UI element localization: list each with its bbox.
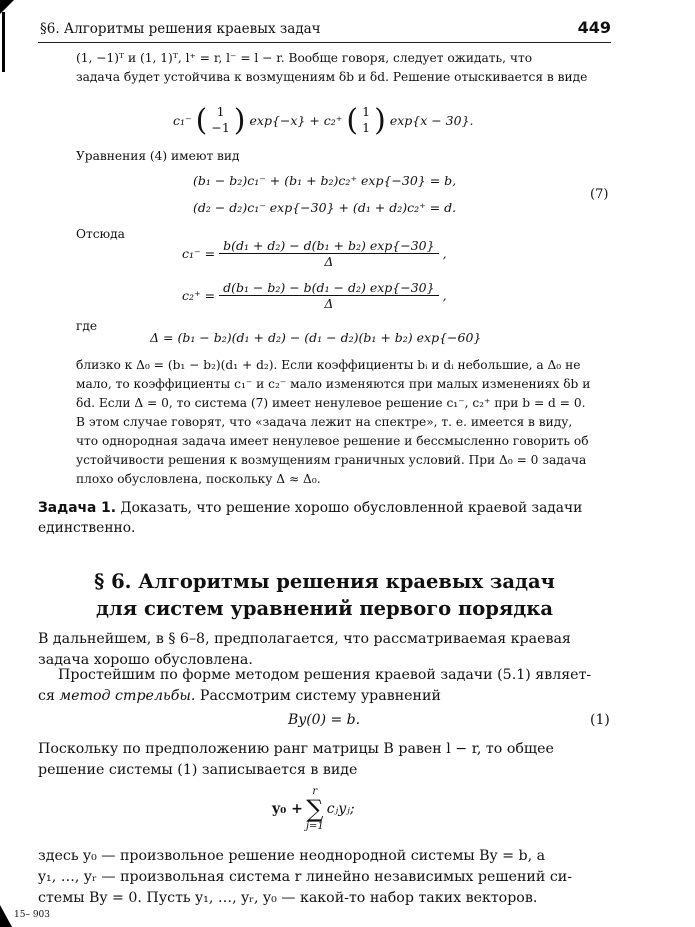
method-term: метод стрельбы.	[59, 688, 196, 704]
signature-mark: 15– 903	[14, 910, 50, 920]
vector-2-bottom: 1	[362, 120, 371, 135]
intro-line-1: (1, −1)ᵀ и (1, 1)ᵀ, l⁺ = r, l⁻ = l − r. Вообще говоря, следует ожидать, что	[76, 51, 533, 65]
c2-comma: ,	[442, 288, 447, 303]
delta-equation: Δ = (b₁ − b₂)(d₁ + d₂) − (d₁ − d₂)(b₁ + b₂) exp{−60}	[150, 330, 482, 345]
c1-lhs: c₁⁻ =	[182, 246, 216, 261]
solution-end: exp{x − 30}.	[389, 112, 474, 128]
p2-suffix: Рассмотрим систему уравнений	[195, 688, 441, 704]
task-label: Задача 1.	[38, 500, 116, 516]
para-line-6: устойчивости решения к возмущениям граничных условий. При Δ₀ = 0 задача	[76, 453, 587, 467]
vector-2	[362, 104, 370, 136]
c2-fraction	[219, 280, 439, 311]
sum-rhs: cⱼyⱼ;	[326, 801, 355, 817]
c1-numerator: b(d₁ + d₂) − d(b₁ + b₂) exp{−30}	[219, 238, 439, 254]
sigma-symbol: ∑	[306, 795, 324, 823]
body-p4-line-1: здесь y₀ — произвольное решение неоднородной системы By = b, а	[38, 848, 546, 864]
vector-1-bottom: −1	[211, 120, 230, 135]
binding-edge	[2, 12, 5, 72]
intro-line-2: задача будет устойчива к возмущениям δb и δd. Решение отыскивается в виде	[76, 70, 588, 84]
para-line-5: что однородная задача имеет ненулевое решение и бессмысленно говорить об	[76, 434, 589, 448]
para-line-1: близко к Δ₀ = (b₁ − b₂)(d₁ + d₂). Если коэффициенты bᵢ и dᵢ небольшие, а Δ₀ не	[76, 358, 581, 372]
para-line-2: мало, то коэффициенты c₁⁻ и c₂⁻ мало изменяются при малых изменениях δb и	[76, 377, 591, 391]
para-line-7: плохо обусловлена, поскольку Δ ≈ Δ₀.	[76, 472, 321, 486]
bottom-corner-mark	[0, 905, 12, 927]
sum-upper-limit: r	[312, 786, 318, 797]
task-1	[38, 498, 611, 518]
task-1-cont: единственно.	[38, 520, 136, 536]
general-solution-sum	[272, 785, 355, 833]
body-p3-line-2: решение системы (1) записывается в виде	[38, 762, 358, 778]
c2-numerator: d(b₁ − b₂) − b(d₁ − d₂) exp{−30}	[219, 280, 439, 296]
body-p1-line-1: В дальнейшем, в § 6–8, предполагается, что рассматриваемая краевая	[38, 631, 571, 647]
c1-denominator: Δ	[324, 254, 334, 269]
equation-number-1: (1)	[590, 712, 610, 728]
para-line-4: В этом случае говорят, что «задача лежит на спектре», т. е. имеется в виду,	[76, 415, 573, 429]
section-title	[38, 568, 611, 622]
task-text-1: Доказать, что решение хорошо обусловленной краевой задачи	[116, 500, 583, 516]
equation-number-7: (7)	[590, 187, 609, 202]
hence-label: Отсюда	[76, 227, 125, 241]
body-p3-line-1: Поскольку по предположению ранг матрицы B равен l − r, то общее	[38, 741, 554, 757]
eq4-intro: Уравнения (4) имеют вид	[76, 149, 240, 163]
paren-right: )	[233, 102, 246, 138]
c2-formula	[182, 280, 447, 311]
sum-lhs: y₀ +	[272, 801, 303, 817]
body-p2-line-2	[38, 686, 611, 707]
eq7-line-2: (d₂ − d₂)c₁⁻ exp{−30} + (d₁ + d₂)c₂⁺ = d.	[193, 200, 457, 215]
c2-lhs: c₂⁺ =	[182, 288, 216, 303]
solution-form	[173, 100, 474, 140]
where-label: где	[76, 319, 98, 333]
running-header	[38, 18, 611, 43]
vector-1	[211, 104, 229, 136]
paren-left: (	[195, 102, 208, 138]
solution-c1: c₁⁻	[173, 112, 192, 128]
section-title-line-1: § 6. Алгоритмы решения краевых задач	[94, 570, 555, 593]
vector-2-top: 1	[362, 104, 371, 119]
body-p1-line-2: задача хорошо обусловлена.	[38, 652, 253, 668]
body-p2-line-1: Простейшим по форме методом решения краевой задачи (5.1) являет-	[58, 667, 592, 683]
solution-middle: exp{−x} + c₂⁺	[249, 112, 343, 128]
section-title-line-2: для систем уравнений первого порядка	[96, 597, 553, 620]
c1-fraction	[219, 238, 439, 269]
body-p4-line-3: стемы By = 0. Пусть y₁, …, yᵣ, y₀ — какой-то набор таких векторов.	[38, 890, 538, 906]
p2-prefix: ся	[38, 688, 60, 704]
c2-denominator: Δ	[324, 296, 334, 311]
body-p4-line-2: y₁, …, yᵣ — произвольная система r линейно независимых решений си-	[38, 869, 573, 885]
header-title: §6. Алгоритмы решения краевых задач	[40, 21, 321, 37]
c1-formula	[182, 238, 447, 269]
page-number: 449	[577, 18, 611, 37]
c1-comma: ,	[442, 246, 447, 261]
paren-left: (	[346, 102, 359, 138]
vector-1-top: 1	[216, 104, 225, 119]
eq7-line-1: (b₁ − b₂)c₁⁻ + (b₁ + b₂)c₂⁺ exp{−30} = b,	[193, 173, 457, 188]
equation-1: By(0) = b.	[288, 712, 361, 728]
paren-right: )	[374, 102, 386, 138]
summation	[306, 785, 324, 833]
sum-lower-limit: j=1	[305, 821, 324, 832]
para-line-3: δd. Если Δ = 0, то система (7) имеет ненулевое решение c₁⁻, c₂⁺ при b = d = 0.	[76, 396, 586, 410]
